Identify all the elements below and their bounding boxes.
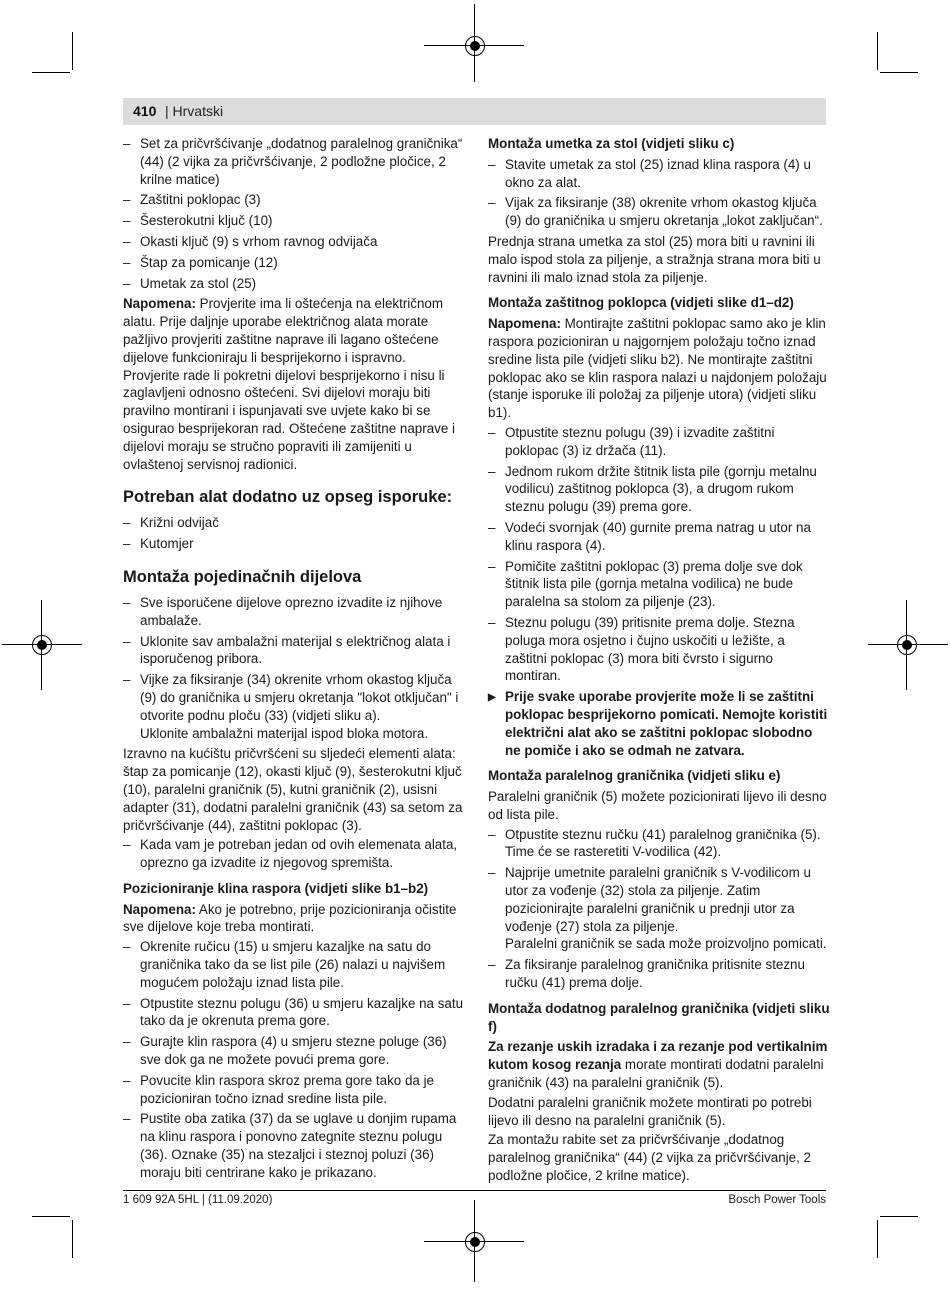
- note-text: Ako je potrebno, prije pozicioniranja očistite sve dijelove koje treba montirati.: [123, 901, 457, 935]
- language-label: Hrvatski: [172, 103, 224, 119]
- list-item: – Zaštitni poklopac (3): [123, 191, 465, 209]
- list-item: – Povucite klin raspora skroz prema gore tako da je pozicioniran točno iznad sredine lista pile.: [123, 1072, 465, 1108]
- list-item-text: Najprije umetnite paralelni graničnik s V-vodilicom u utor za vođenje (32) stola za piljenje. Zatim pozicionirajte paralelni graničnik u prednji utor za vođenje (27) stola za piljenje.: [505, 865, 811, 934]
- note-paragraph: [123, 901, 465, 937]
- subsection-heading: Pozicioniranje klina raspora (vidjeti slike b1–b2): [123, 880, 429, 896]
- registration-mark-icon: [465, 36, 485, 56]
- list-item-subtext: Uklonite ambalažni materijal ispod bloka motora.: [140, 725, 429, 741]
- list-item: – Uklonite sav ambalažni materijal s električnog alata i isporučenog pribora.: [123, 633, 465, 669]
- list-item: – Otpustite steznu polugu (36) u smjeru kazaljke na satu tako da je okrenuta prema gore.: [123, 995, 465, 1031]
- page-number: 410: [133, 103, 157, 119]
- crop-mark: [72, 1220, 73, 1258]
- crop-mark: [880, 1216, 918, 1217]
- list-item: – Steznu polugu (39) pritisnite prema dolje. Stezna poluga mora osjetno i čujno uskočiti u ležište, a zaštitni poklopac (3) mora biti čvrsto i sigurno montiran.: [488, 614, 830, 685]
- list-item: – Okrenite ručicu (15) u smjeru kazaljke na satu do graničnika tako da se list pile (26) nalazi u najvišem mogućem položaju iznad lista pile.: [123, 938, 465, 991]
- list-item: – Stavite umetak za stol (25) iznad klina raspora (4) u okno za alat.: [488, 156, 830, 192]
- note-paragraph: [123, 295, 465, 473]
- page-language: | Hrvatski: [165, 103, 224, 119]
- list-item: – Okasti ključ (9) s vrhom ravnog odvijača: [123, 233, 465, 251]
- list-item: – Kada vam je potreban jedan od ovih elemenata alata, oprezno ga izvadite iz njegovog spremišta.: [123, 836, 465, 872]
- list-item: – Vodeći svornjak (40) gurnite prema natrag u utor na klinu raspora (4).: [488, 519, 830, 555]
- list-item: – Vijak za fiksiranje (38) okrenite vrhom okastog ključa (9) do graničnika u smjeru okretanja „lokot zaključan“.: [488, 194, 830, 230]
- crop-mark: [72, 32, 73, 70]
- list-item: – Kutomjer: [123, 535, 465, 553]
- crop-mark: [32, 1216, 70, 1217]
- brand-footer: Bosch Power Tools: [728, 1194, 826, 1206]
- note-text: Provjerite ima li oštećenja na električnom alatu. Prije daljnje uporabe električnog alata morate pažljivo provjeriti zaštitne naprave ili lagano oštećene dijelove funkcioniraju li besprijekorno i ispravno. Provjerite rade li pokretni dijelovi besprijekorno i nisu li zaglavljeni odnosno oštećeni. Svi dijelovi moraju biti pravilno montirani i ispunjavati sve uvjete kako bi se osigurao besprijekoran rad. Oštećene zaštitne naprave i dijelovi moraju se stručno popraviti ili zamijeniti u ovlaštenoj servisnoj radionici.: [123, 296, 455, 472]
- list-item: – Štap za pomicanje (12): [123, 254, 465, 272]
- registration-mark-icon: [465, 1232, 485, 1252]
- page-header: [123, 98, 826, 125]
- right-column: [488, 135, 830, 1187]
- list-item: – Otpustite steznu ručku (41) paralelnog graničnika (5). Time će se rasteretiti V-vodilica (42).: [488, 826, 830, 862]
- page-footer: [123, 1190, 826, 1206]
- body-text: morate montirati dodatni paralelni graničnik (43) na paralelni graničnik (5).: [488, 1057, 824, 1091]
- body-paragraph: [488, 1038, 830, 1091]
- subsection-heading: Montaža zaštitnog poklopca (vidjeti slike d1–d2): [488, 295, 794, 311]
- crop-mark: [32, 72, 70, 73]
- list-item: – Za fiksiranje paralelnog graničnika pritisnite steznu ručku (41) prema dolje.: [488, 956, 830, 992]
- left-column: [123, 135, 465, 1185]
- list-item-subtext: Paralelni graničnik se sada može proizvoljno pomicati.: [505, 936, 827, 952]
- section-heading: Montaža pojedinačnih dijelova: [123, 567, 362, 586]
- registration-mark-icon: [32, 635, 52, 655]
- list-item-text: Vijke za fiksiranje (34) okrenite vrhom okastog ključa (9) do graničnika u smjeru okretanja "lokot otključan" i otvorite podnu ploču (33) (vidjeti sliku a).: [140, 672, 459, 723]
- list-item: – Otpustite steznu polugu (39) i izvadite zaštitni poklopac (3) iz držača (11).: [488, 424, 830, 460]
- warning-item: ▶ Prije svake uporabe provjerite može li se zaštitni poklopac besprijekorno pomicati. Nemojte koristiti električni alat ako se zaštitni poklopac slobodno ne pomiče i ako se odmah ne zatvara.: [488, 688, 830, 759]
- list-item: – Jednom rukom držite štitnik lista pile (gornju metalnu vodilicu) zaštitnog poklopca (3), a drugom rukom steznu polugu (39) prema gore.: [488, 463, 830, 516]
- body-paragraph: Prednja strana umetka za stol (25) mora biti u ravnini ili malo ispod stola za piljenje, a stražnja strana mora biti u ravnini ili malo iznad stola za piljenje.: [488, 233, 821, 285]
- note-label: Napomena:: [488, 316, 561, 332]
- body-paragraph: Paralelni graničnik (5) možete pozicionirati lijevo ili desno od lista pile.: [488, 789, 827, 822]
- registration-mark-icon: [897, 635, 917, 655]
- note-paragraph: [488, 315, 830, 422]
- crop-mark: [880, 72, 918, 73]
- subsection-heading: Montaža dodatnog paralelnog graničnika (vidjeti sliku f): [488, 1000, 830, 1034]
- crop-mark: [877, 32, 878, 70]
- parts-list: [123, 135, 465, 292]
- list-item: – Šesterokutni ključ (10): [123, 212, 465, 230]
- body-paragraph: Za montažu rabite set za pričvršćivanje „dodatnog paralelnog graničnika“ (44) (2 vijka za pričvršćivanje, 2 podložne pločice, 2 krilne matice).: [488, 1132, 812, 1184]
- body-paragraph: Izravno na kućištu pričvršćeni su sljedeći elementi alata: štap za pomicanje (12), okasti ključ (9), šesterokutni ključ (10), paralelni graničnik (5), kutni graničnik (2), usisni adapter (31), dodatni paralelni graničnik (43) sa setom za pričvršćivanje (44), zaštitni poklopac (3).: [123, 746, 463, 833]
- note-text: Montirajte zaštitni poklopac samo ako je klin raspora pozicioniran u najgornjem položaju točno iznad sredine lista pile (vidjeti sliku b2). Ne montirajte zaštitni poklopac ako se klin raspora nalazi u najdonjem položaju (stanje isporuke ili položaj za piljenje utora) (vidjeti sliku b1).: [488, 316, 827, 421]
- list-item: – Pustite oba zatika (37) da se uglave u donjim rupama na klinu raspora i ponovno zategnite steznu polugu (36). Oznake (35) na stezaljci i steznoj poluzi (36) moraju biti centrirane kako je prikazano.: [123, 1110, 465, 1181]
- note-label: Napomena:: [123, 296, 196, 312]
- crop-mark: [877, 1220, 878, 1258]
- subsection-heading: Montaža paralelnog graničnika (vidjeti sliku e): [488, 768, 781, 784]
- emphasis-text: Za rezanje uskih izradaka i za rezanje pod vertikalnim kutom kosog rezanja: [488, 1039, 828, 1073]
- list-item: – Pomičite zaštitni poklopac (3) prema dolje sve dok štitnik lista pile (gornja metalna vodilica) ne bude paralelna sa stolom za piljenje (23).: [488, 558, 830, 611]
- subsection-heading: Montaža umetka za stol (vidjeti sliku c): [488, 136, 735, 151]
- note-label: Napomena:: [123, 901, 196, 917]
- list-item: – Sve isporučene dijelove oprezno izvadite iz njihove ambalaže.: [123, 594, 465, 630]
- list-item: – Set za pričvršćivanje „dodatnog paralelnog graničnika“ (44) (2 vijka za pričvršćivanje, 2 podložne pločice, 2 krilne matice): [123, 135, 465, 188]
- list-item: [123, 671, 465, 742]
- doc-id: 1 609 92A 5HL | (11.09.2020): [123, 1194, 273, 1206]
- list-item: – Križni odvijač: [123, 514, 465, 532]
- section-heading: Potreban alat dodatno uz opseg isporuke:: [123, 488, 453, 507]
- list-item: [488, 864, 830, 953]
- list-item: – Umetak za stol (25): [123, 275, 465, 293]
- list-item: – Gurajte klin raspora (4) u smjeru stezne poluge (36) sve dok ga ne možete povući prema gore.: [123, 1033, 465, 1069]
- body-paragraph: Dodatni paralelni graničnik možete montirati po potrebi lijevo ili desno na paralelni graničnik (5).: [488, 1094, 812, 1128]
